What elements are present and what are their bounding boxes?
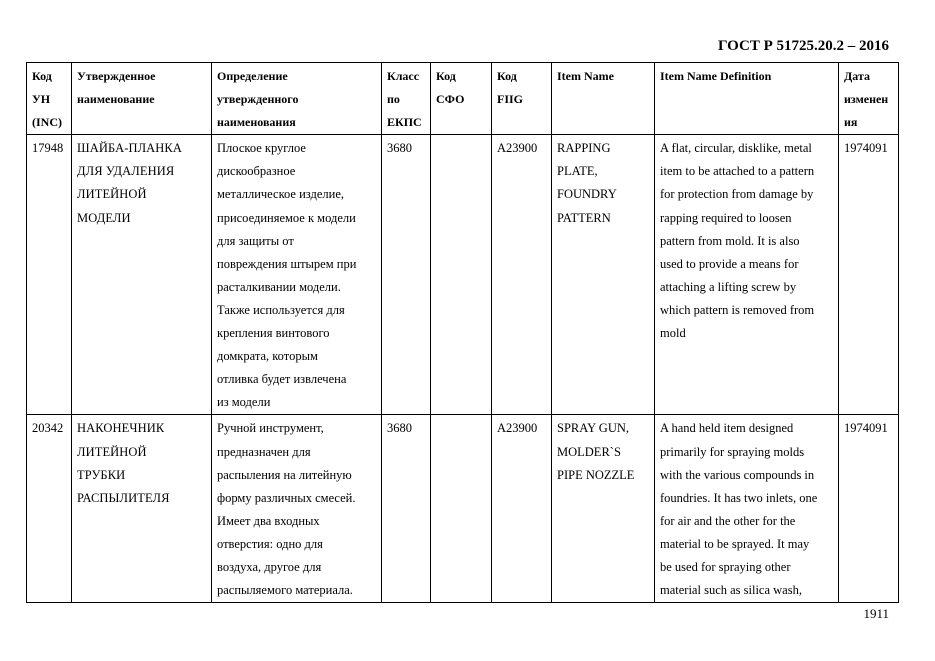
col-header-fiig: Код FIIG bbox=[492, 63, 552, 135]
cell-fiig: A23900 bbox=[492, 135, 552, 415]
col-header-change-date: Дата изменен ия bbox=[839, 63, 899, 135]
cell-item-name: RAPPING PLATE, FOUNDRY PATTERN bbox=[552, 135, 655, 415]
table-row bbox=[27, 415, 899, 603]
table-row bbox=[27, 135, 899, 415]
cell-change-date: 1974091 bbox=[839, 415, 899, 603]
catalog-table bbox=[26, 62, 899, 603]
col-header-item-definition: Item Name Definition bbox=[655, 63, 839, 135]
cell-ekps-class: 3680 bbox=[382, 135, 431, 415]
cell-ekps-class: 3680 bbox=[382, 415, 431, 603]
cell-inc: 17948 bbox=[27, 135, 72, 415]
col-header-approved-name: Утвержденное наименование bbox=[72, 63, 212, 135]
cell-definition: Плоское круглое дискообразное металлическое изделие, присоединяемое к модели для защиты от повреждения штырем при расталкивании модели. Также используется для крепления винтового домкрата, которым отливка будет извлечена из модели bbox=[212, 135, 382, 415]
cell-item-name: SPRAY GUN, MOLDER`S PIPE NOZZLE bbox=[552, 415, 655, 603]
cell-inc: 20342 bbox=[27, 415, 72, 603]
cell-change-date: 1974091 bbox=[839, 135, 899, 415]
col-header-definition: Определение утвержденного наименования bbox=[212, 63, 382, 135]
cell-approved-name: НАКОНЕЧНИК ЛИТЕЙНОЙ ТРУБКИ РАСПЫЛИТЕЛЯ bbox=[72, 415, 212, 603]
document-standard-header: ГОСТ Р 51725.20.2 – 2016 bbox=[717, 38, 889, 54]
cell-definition: Ручной инструмент, предназначен для распыления на литейную форму различных смесей. Имеет два входных отверстия: одно для воздуха, другое для распыляемого материала. bbox=[212, 415, 382, 603]
col-header-ekps-class: Класс по ЕКПС bbox=[382, 63, 431, 135]
cell-sfo-code bbox=[431, 415, 492, 603]
cell-fiig: A23900 bbox=[492, 415, 552, 603]
col-header-item-name: Item Name bbox=[552, 63, 655, 135]
cell-item-definition: A hand held item designed primarily for spraying molds with the various compounds in foundries. It has two inlets, one for air and the other for the material to be sprayed. It may be used for spraying other material such as silica wash, bbox=[655, 415, 839, 603]
col-header-sfo-code: Код СФО bbox=[431, 63, 492, 135]
col-header-inc: Код УН (INC) bbox=[27, 63, 72, 135]
page-number: 1911 bbox=[863, 606, 889, 621]
cell-approved-name: ШАЙБА-ПЛАНКА ДЛЯ УДАЛЕНИЯ ЛИТЕЙНОЙ МОДЕЛИ bbox=[72, 135, 212, 415]
table-header-row bbox=[27, 63, 899, 135]
cell-item-definition: A flat, circular, disklike, metal item to be attached to a pattern for protection from damage by rapping required to loosen pattern from mold. It is also used to provide a means for attaching a lifting screw by which pattern is removed from mold bbox=[655, 135, 839, 415]
cell-sfo-code bbox=[431, 135, 492, 415]
